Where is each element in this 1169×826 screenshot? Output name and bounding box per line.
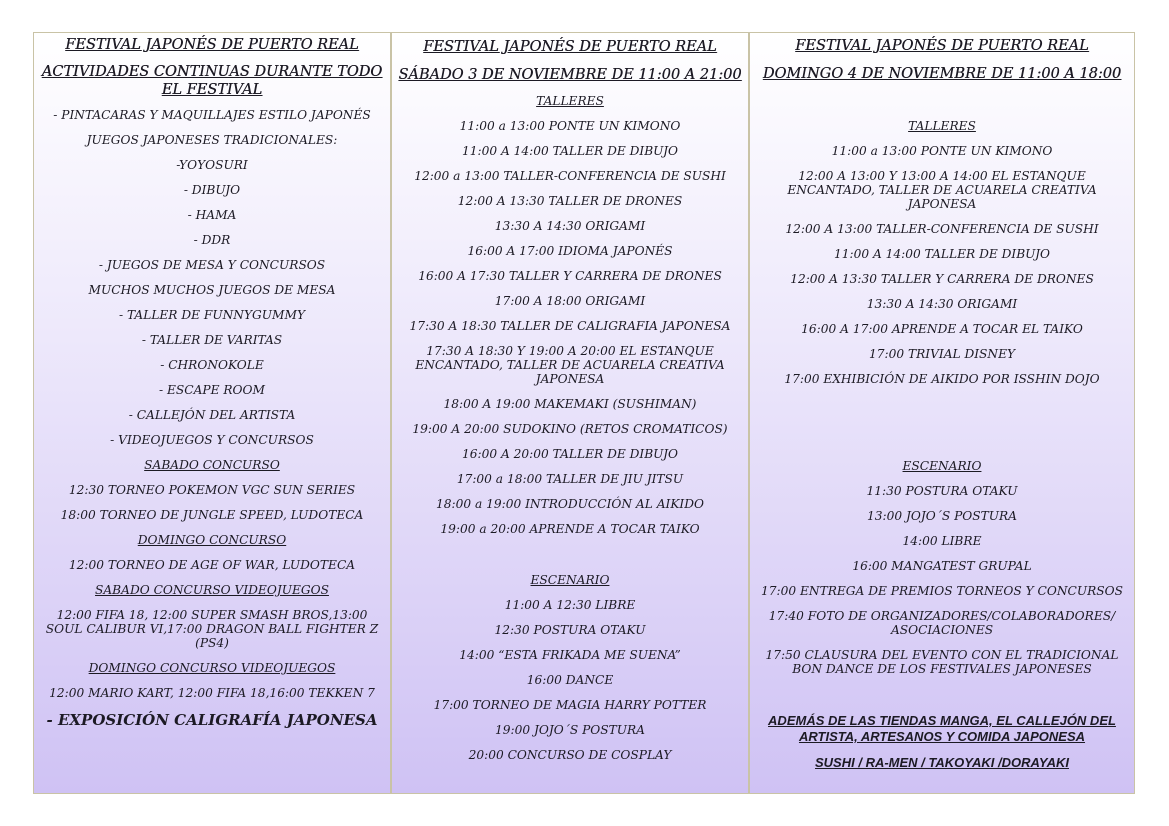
list-item: JUEGOS JAPONESES TRADICIONALES: (86, 133, 338, 147)
list-item: 11:00 A 14:00 TALLER DE DIBUJO (462, 144, 678, 158)
list-item: 18:00 TORNEO DE JUNGLE SPEED, LUDOTECA (60, 508, 364, 522)
column-subtitle: SÁBADO 3 DE NOVIEMBRE DE 11:00 A 21:00 (398, 67, 742, 83)
list-item: 17:50 CLAUSURA DEL EVENTO CON EL TRADICIONAL BON DANCE DE LOS FESTIVALES JAPONESES (765, 648, 1119, 676)
list-item: - ESCAPE ROOM (159, 383, 265, 397)
list-item: 16:00 A 20:00 TALLER DE DIBUJO (462, 447, 678, 461)
list-item: 12:00 FIFA 18, 12:00 SUPER SMASH BROS,13:00 SOUL CALIBUR VI,17:00 DRAGON BALL FIGHTER Z (PS4) (45, 608, 379, 650)
list-item: - DIBUJO (183, 183, 241, 197)
list-item: - EXPOSICIÓN CALIGRAFÍA JAPONESA (46, 711, 378, 729)
list-item: 12:00 A 13:30 TALLER Y CARRERA DE DRONES (790, 272, 1094, 286)
list-item: 16:00 MANGATEST GRUPAL (852, 559, 1032, 573)
list-item: 12:00 a 13:00 TALLER-CONFERENCIA DE SUSHI (414, 169, 726, 183)
list-item: 13:30 A 14:30 ORIGAMI (866, 297, 1018, 311)
list-item: 12:00 A 13:00 TALLER-CONFERENCIA DE SUSHI (785, 222, 1099, 236)
column-saturday (391, 32, 749, 794)
list-item: - VIDEOJUEGOS Y CONCURSOS (110, 433, 314, 447)
list-item: - CHRONOKOLE (160, 358, 264, 372)
column-subtitle: ACTIVIDADES CONTINUAS DURANTE TODO EL FESTIVAL (41, 64, 383, 98)
festival-title: FESTIVAL JAPONÉS DE PUERTO REAL (423, 39, 717, 55)
section-heading: TALLERES (908, 119, 976, 133)
spacer (392, 547, 748, 573)
list-item: 11:30 POSTURA OTAKU (866, 484, 1018, 498)
list-item: 17:40 FOTO DE ORGANIZADORES/COLABORADORES/ ASOCIACIONES (768, 609, 1116, 637)
section-heading: ESCENARIO (530, 573, 610, 587)
list-item: 17:00 A 18:00 ORIGAMI (494, 294, 646, 308)
list-item: 12:00 TORNEO DE AGE OF WAR, LUDOTECA (68, 558, 356, 572)
spacer (750, 687, 1134, 713)
shops-note: ADEMÁS DE LAS TIENDAS MANGA, EL CALLEJÓN DEL ARTISTA, ARTESANOS Y COMIDA JAPONESA (768, 713, 1116, 744)
section-heading: DOMINGO CONCURSO VIDEOJUEGOS (88, 661, 336, 675)
list-item: 13:30 A 14:30 ORIGAMI (494, 219, 646, 233)
list-item: 13:00 JOJO´S POSTURA (867, 509, 1017, 523)
list-item: 19:00 JOJO´S POSTURA (495, 723, 645, 737)
list-item: 12:00 A 13:00 Y 13:00 A 14:00 EL ESTANQUE ENCANTADO, TALLER DE ACUARELA CREATIVA JAPONESA (787, 169, 1097, 211)
festival-title: FESTIVAL JAPONÉS DE PUERTO REAL (65, 37, 359, 53)
spacer (750, 397, 1134, 459)
list-item: 16:00 A 17:00 IDIOMA JAPONÉS (467, 244, 673, 258)
list-item: 17:00 TRIVIAL DISNEY (868, 347, 1016, 361)
list-item: 16:00 DANCE (526, 673, 614, 687)
list-item: 14:00 “ESTA FRIKADA ME SUENA” (459, 648, 681, 662)
list-item: - TALLER DE FUNNYGUMMY (118, 308, 306, 322)
list-item: 12:30 TORNEO POKEMON VGC SUN SERIES (68, 483, 356, 497)
list-item: 18:00 a 19:00 INTRODUCCIÓN AL AIKIDO (435, 497, 704, 511)
list-item: 12:00 MARIO KART, 12:00 FIFA 18,16:00 TEKKEN 7 (49, 686, 375, 700)
list-item: - PINTACARAS Y MAQUILLAJES ESTILO JAPONÉS (53, 108, 371, 122)
section-heading: SABADO CONCURSO VIDEOJUEGOS (95, 583, 329, 597)
list-item: MUCHOS MUCHOS JUEGOS DE MESA (88, 283, 336, 297)
list-item: 11:00 A 14:00 TALLER DE DIBUJO (834, 247, 1050, 261)
list-item: 19:00 a 20:00 APRENDE A TOCAR TAIKO (440, 522, 700, 536)
list-item: 11:00 a 13:00 PONTE UN KIMONO (831, 144, 1053, 158)
list-item: 16:00 A 17:30 TALLER Y CARRERA DE DRONES (418, 269, 722, 283)
column-continuous-activities (33, 32, 391, 794)
list-item: 12:00 A 13:30 TALLER DE DRONES (457, 194, 683, 208)
list-item: 20:00 CONCURSO DE COSPLAY (468, 748, 672, 762)
list-item: - CALLEJÓN DEL ARTISTA (128, 408, 296, 422)
food-list: SUSHI / RA-MEN / TAKOYAKI /DORAYAKI (815, 755, 1069, 770)
list-item: 11:00 A 12:30 LIBRE (504, 598, 636, 612)
list-item: 12:30 POSTURA OTAKU (494, 623, 646, 637)
section-heading: TALLERES (536, 94, 604, 108)
list-item: 19:00 A 20:00 SUDOKINO (RETOS CROMATICOS) (412, 422, 728, 436)
list-item: -YOYOSURI (176, 158, 248, 172)
list-item: - HAMA (187, 208, 237, 222)
spacer (750, 93, 1134, 119)
festival-title: FESTIVAL JAPONÉS DE PUERTO REAL (795, 38, 1089, 54)
list-item: 18:00 A 19:00 MAKEMAKI (SUSHIMAN) (443, 397, 697, 411)
list-item: 17:30 A 18:30 TALLER DE CALIGRAFIA JAPONESA (409, 319, 731, 333)
list-item: 17:00 a 18:00 TALLER DE JIU JITSU (456, 472, 684, 486)
list-item: - TALLER DE VARITAS (141, 333, 283, 347)
list-item: 11:00 a 13:00 PONTE UN KIMONO (459, 119, 681, 133)
list-item: 17:00 EXHIBICIÓN DE AIKIDO POR ISSHIN DOJO (784, 372, 1100, 386)
list-item: - DDR (193, 233, 231, 247)
column-sunday (749, 32, 1135, 794)
list-item: 17:30 A 18:30 Y 19:00 A 20:00 EL ESTANQUE ENCANTADO, TALLER DE ACUARELA CREATIVA JAPONESA (415, 344, 725, 386)
list-item: 17:00 ENTREGA DE PREMIOS TORNEOS Y CONCURSOS (761, 584, 1123, 598)
list-item: - JUEGOS DE MESA Y CONCURSOS (98, 258, 326, 272)
section-heading: ESCENARIO (902, 459, 982, 473)
column-subtitle: DOMINGO 4 DE NOVIEMBRE DE 11:00 A 18:00 (762, 66, 1122, 82)
list-item: 16:00 A 17:00 APRENDE A TOCAR EL TAIKO (801, 322, 1083, 336)
section-heading: DOMINGO CONCURSO (137, 533, 287, 547)
list-item: 14:00 LIBRE (902, 534, 982, 548)
section-heading: SABADO CONCURSO (144, 458, 280, 472)
list-item: 17:00 TORNEO DE MAGIA HARRY POTTER (433, 698, 707, 712)
